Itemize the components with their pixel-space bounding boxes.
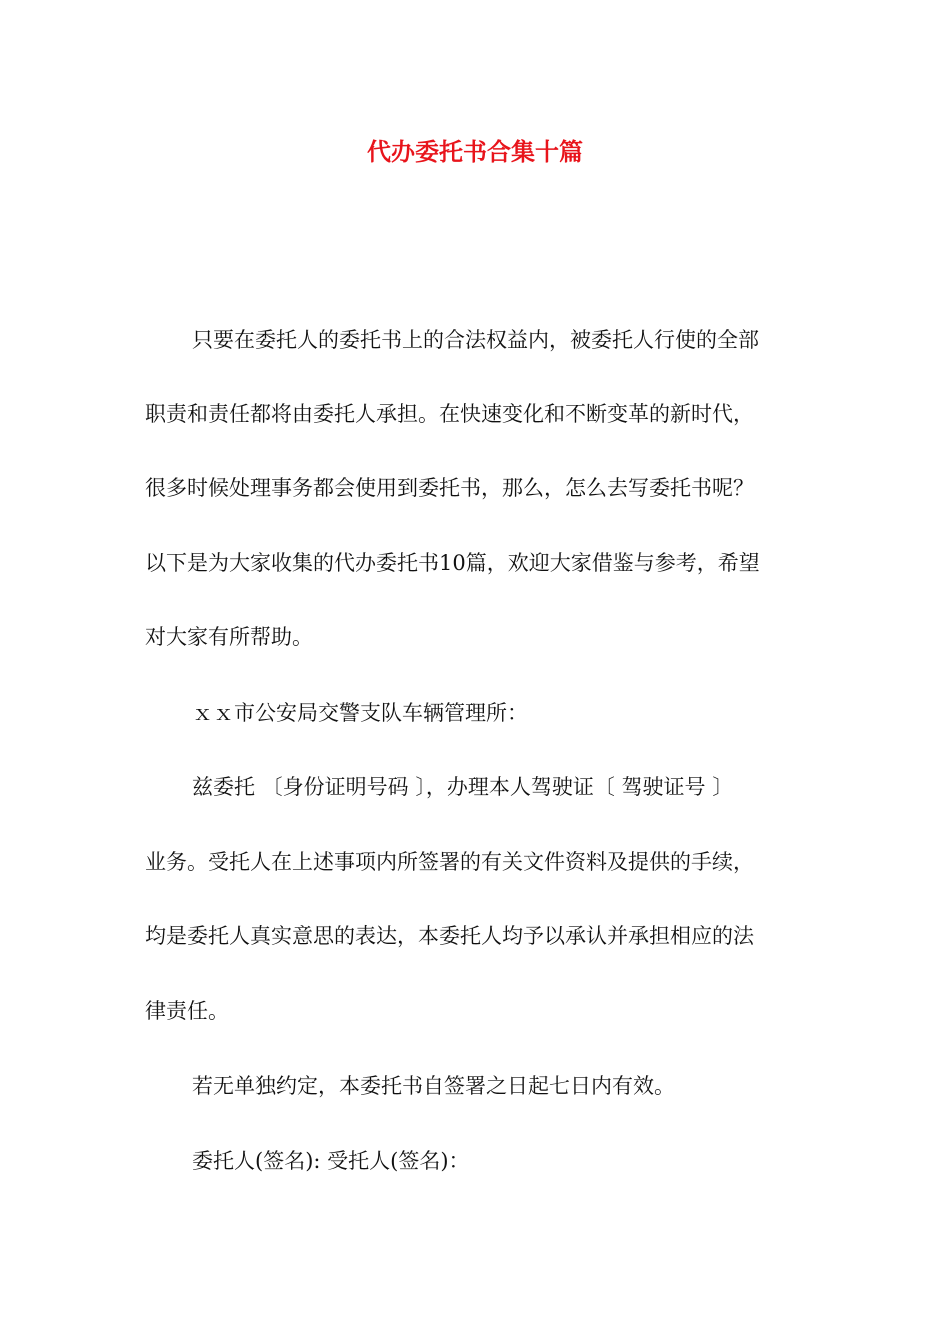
- paragraph-line: 很多时候处理事务都会使用到委托书，那么，怎么去写委托书呢？: [145, 476, 754, 500]
- signature-line: 委托人(签名): 受托人(签名)：: [192, 1149, 470, 1173]
- paragraph-line: 职责和责任都将由委托人承担。在快速变化和不断变革的新时代，: [145, 402, 754, 426]
- paragraph-line: 兹委托 〔身份证明号码 〕，办理本人驾驶证〔 驾驶证号 〕: [192, 775, 734, 799]
- paragraph-line: 均是委托人真实意思的表达，本委托人均予以承认并承担相应的法: [145, 924, 754, 948]
- paragraph-line: 只要在委托人的委托书上的合法权益内，被委托人行使的全部: [192, 328, 759, 352]
- validity-line: 若无单独约定，本委托书自签署之日起七日内有效。: [192, 1074, 675, 1098]
- paragraph-line: 对大家有所帮助。: [145, 625, 313, 649]
- paragraph-line: 律责任。: [145, 999, 229, 1023]
- document-title: 代办委托书合集十篇: [367, 137, 583, 166]
- paragraph-line: 以下是为大家收集的代办委托书10篇，欢迎大家借鉴与参考，希望: [145, 551, 760, 575]
- paragraph-line: 业务。受托人在上述事项内所签署的有关文件资料及提供的手续，: [145, 850, 754, 874]
- addressee-line: ｘｘ市公安局交警支队车辆管理所：: [192, 701, 528, 725]
